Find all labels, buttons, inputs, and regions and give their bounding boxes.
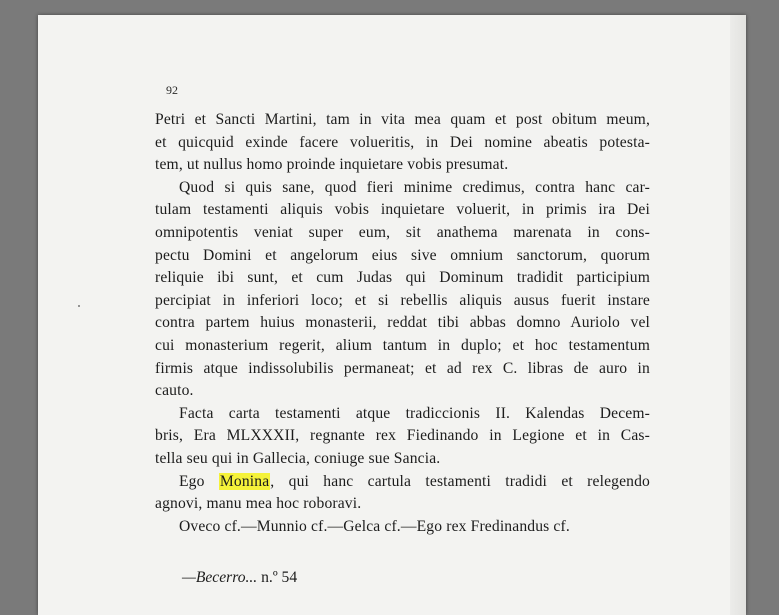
document-text bbox=[155, 109, 650, 538]
text-line: et quicquid exinde facere volueritis, in Dei nomine abeatis potesta- bbox=[155, 133, 650, 151]
text-line: cui monasterium regerit, alium tantum in duplo; et hoc testamentum bbox=[155, 336, 650, 354]
search-highlight[interactable]: Monina bbox=[219, 472, 270, 490]
text-line: reliquie ibi sunt, et cum Judas qui Dominum tradidit participium bbox=[155, 269, 650, 287]
text-line: cauto. bbox=[155, 382, 194, 400]
text-line: tulam testamenti aliquis vobis inquietare voluerit, in primis ira Dei bbox=[155, 201, 650, 219]
page-number: 92 bbox=[166, 83, 178, 97]
text-fragment: Ego bbox=[179, 472, 219, 490]
text-line: pectu Domini et angelorum eius sive omnium sanctorum, quorum bbox=[155, 246, 650, 264]
text-line: Petri et Sancti Martini, tam in vita mea quam et post obitum meum, bbox=[155, 111, 650, 128]
text-line: omnipotentis veniat super eum, sit anathema marenata in cons- bbox=[155, 223, 650, 241]
text-line: firmis atque indissolubilis permaneat; et ad rex C. libras de auro in bbox=[155, 359, 650, 377]
text-line: Facta carta testamenti atque tradiccionis II. Kalendas Decem- bbox=[179, 404, 650, 422]
text-line: contra partem huius monasterii, reddat tibi abbas domno Auriolo vel bbox=[155, 314, 650, 332]
document-page bbox=[38, 15, 746, 615]
text-line: tem, ut nullus homo proinde inquietare vobis presumat. bbox=[155, 156, 509, 174]
text-line: percipiat in inferiori loco; et si rebellis aliquis ausus fuerit instare bbox=[155, 291, 650, 309]
text-line: tella seu qui in Gallecia, coniuge sue Sancia. bbox=[155, 449, 441, 467]
text-fragment: , qui hanc cartula testamenti tradidi et relegendo bbox=[270, 472, 650, 490]
text-line-highlighted bbox=[155, 471, 650, 494]
text-line: bris, Era MLXXXII, regnante rex Fiedinando in Legione et in Cas- bbox=[155, 427, 650, 445]
page-edge-shadow bbox=[730, 15, 746, 615]
source-title: —Becerro... bbox=[182, 569, 258, 586]
source-number: n.º 54 bbox=[257, 569, 298, 586]
source-reference bbox=[182, 569, 297, 587]
text-line: Quod si quis sane, quod fieri minime credimus, contra hanc car- bbox=[179, 178, 650, 196]
signatures-line: Oveco cf.—Munnio cf.—Gelca cf.—Ego rex Fredinandus cf. bbox=[179, 517, 570, 535]
text-line: agnovi, manu mea hoc roboravi. bbox=[155, 495, 362, 513]
paper-speck bbox=[78, 305, 80, 307]
